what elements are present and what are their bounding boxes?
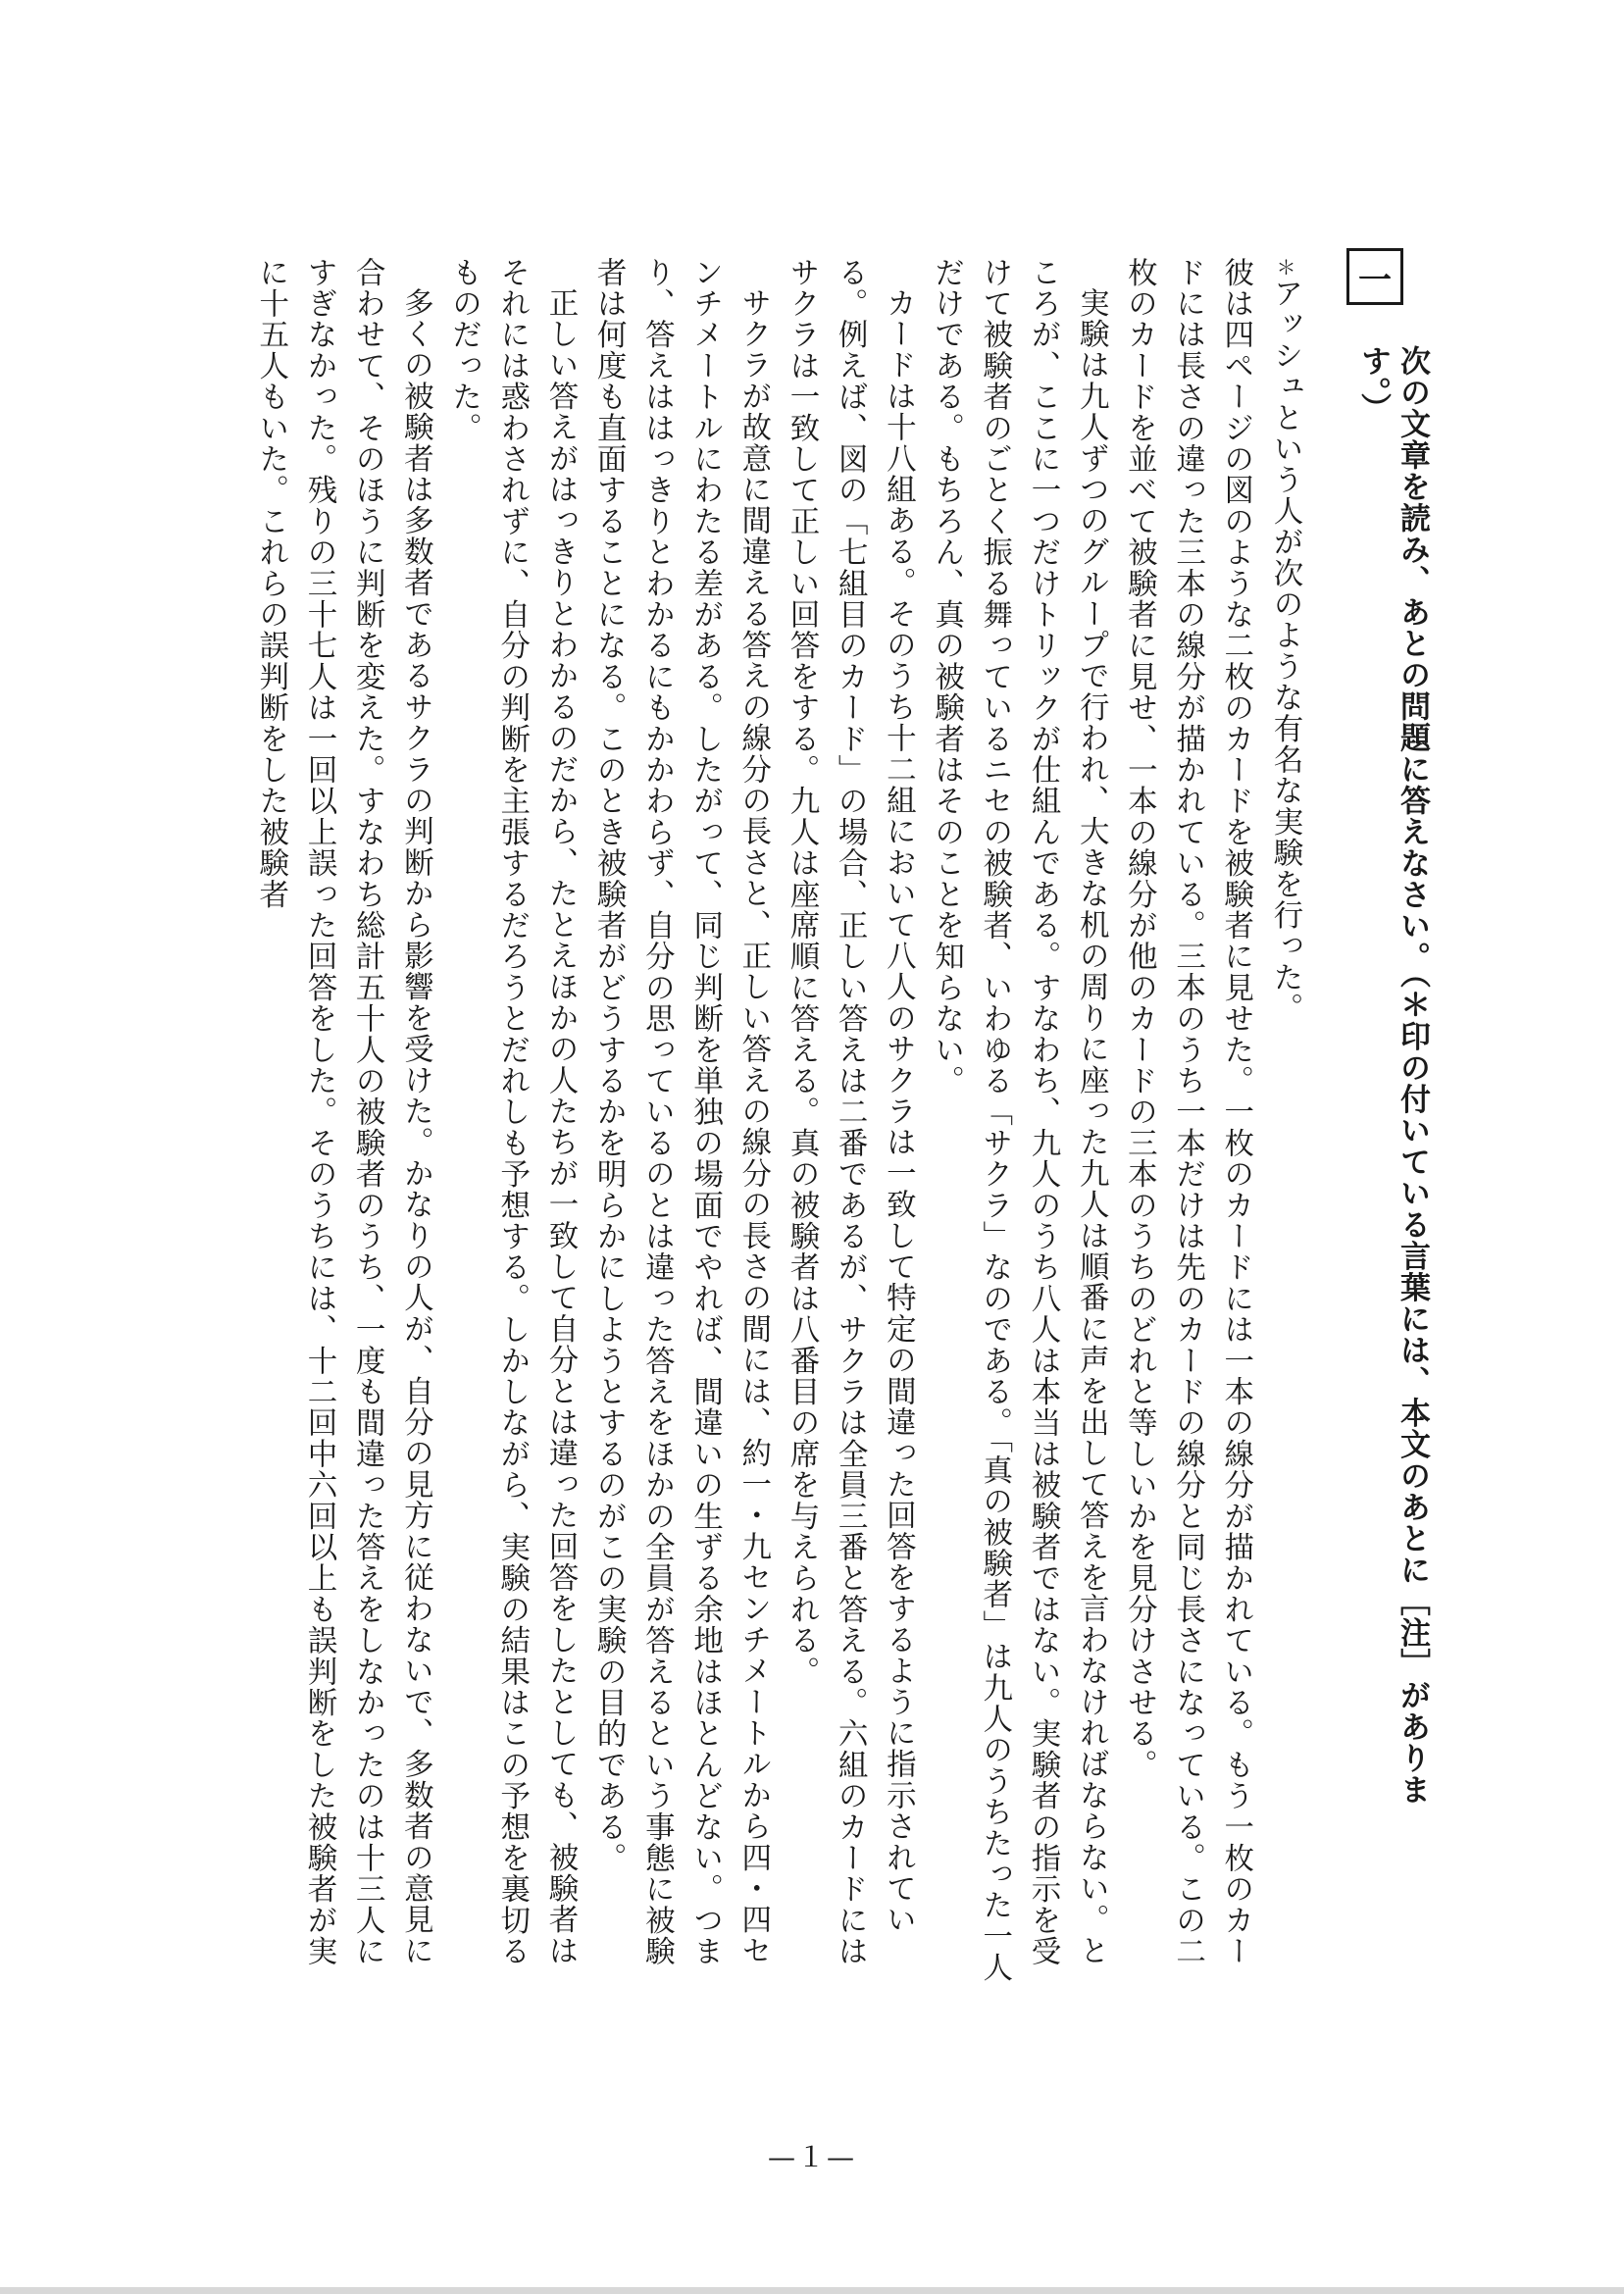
passage [226, 257, 1309, 1983]
paragraph-6: 正しい答えがはっきりとわかるのだから、たとえほかの人たちが一致して自分とは違った回答をしたとしても、被験者はそれには惑わされずに、自分の判断を主張するだろうとだれしも予想する。しかしながら、実験の結果はこの予想を裏切るものだった。 [446, 257, 578, 1967]
paragraph-1-text: アッシュという人が次のような有名な実験を行った。 [1268, 278, 1302, 1025]
paragraph-4: カードは十八組ある。そのうち十二組において八人のサクラは一致して特定の間違った回答をするように指示されている。例えば、図の「七組目のカード」の場合、正しい答えは二番であるが、サクラは全員三番と答える。六組のカードにはサクラは一致して正しい回答をする。九人は座席順に答える。真の被験者は八番目の席を与えられる。 [784, 257, 916, 1967]
question-number-box [1346, 248, 1403, 305]
paragraph-5: サクラが故意に間違える答えの線分の長さと、正しい答えの線分の長さの間には、約一・九センチメートルから四・四センチメートルにわたる差がある。したがって、同じ判断を単独の場面でやれば、間違いの生ずる余地はほとんどない。つまり、答えははっきりとわかるにもかかわらず、自分の思っているのとは違った答えをほかの全員が答えるという事態に被験者は何度も直面することになる。このとき被験者がどうするかを明らかにしようとするのがこの実験の目的である。 [591, 257, 771, 1967]
paragraph-2: 彼は四ページの図のような二枚のカードを被験者に見せた。一枚のカードには一本の線分が描かれている。もう一枚のカードには長さの違った三本の線分が描かれている。三本のうち一本だけは先のカードの線分と同じ長さになっている。この二枚のカードを並べて被験者に見せ、一本の線分が他のカードの三本のうちのどれと等しいかを見分けさせる。 [1122, 257, 1253, 1967]
scan-edge [0, 2287, 1624, 2294]
question-number: 一 [1358, 260, 1392, 300]
paragraph-1 [1260, 257, 1309, 1983]
paragraph-7: 多くの被験者は多数者であるサクラの判断から影響を受けた。かなりの人が、自分の見方に従わないで、多数者の意見に合わせて、そのほうに判断を変えた。すなわち総計五十人の被験者のうち、一度も間違った答えをしなかったのは十三人にすぎなかった。残りの三十七人は一回以上誤った回答をした。そのうちには、十二回中六回以上も誤判断をした被験者が実に十五人もいた。これらの誤判断をした被験者 [253, 257, 433, 1967]
note-asterisk: ＊ [1273, 257, 1296, 279]
question-instruction: 次の文章を読み、あとの問題に答えなさい。（＊印の付いている言葉には、本文のあとに［注］があります。） [1355, 345, 1430, 1806]
paragraph-3: 実験は九人ずつのグループで行われ、大きな机の周りに座った九人は順番に声を出して答えを言わなければならない。ところが、ここに一つだけトリックが仕組んである。すなわち、九人のうち八人は本当は被験者ではない。実験者の指示を受けて被験者のごとく振る舞っているニセの被験者、いわゆる「サクラ」なのである。「真の被験者」は九人のうちたった一人だけである。もちろん、真の被験者はそのことを知らない。 [929, 257, 1109, 1983]
page-number: —１— [767, 2141, 856, 2173]
